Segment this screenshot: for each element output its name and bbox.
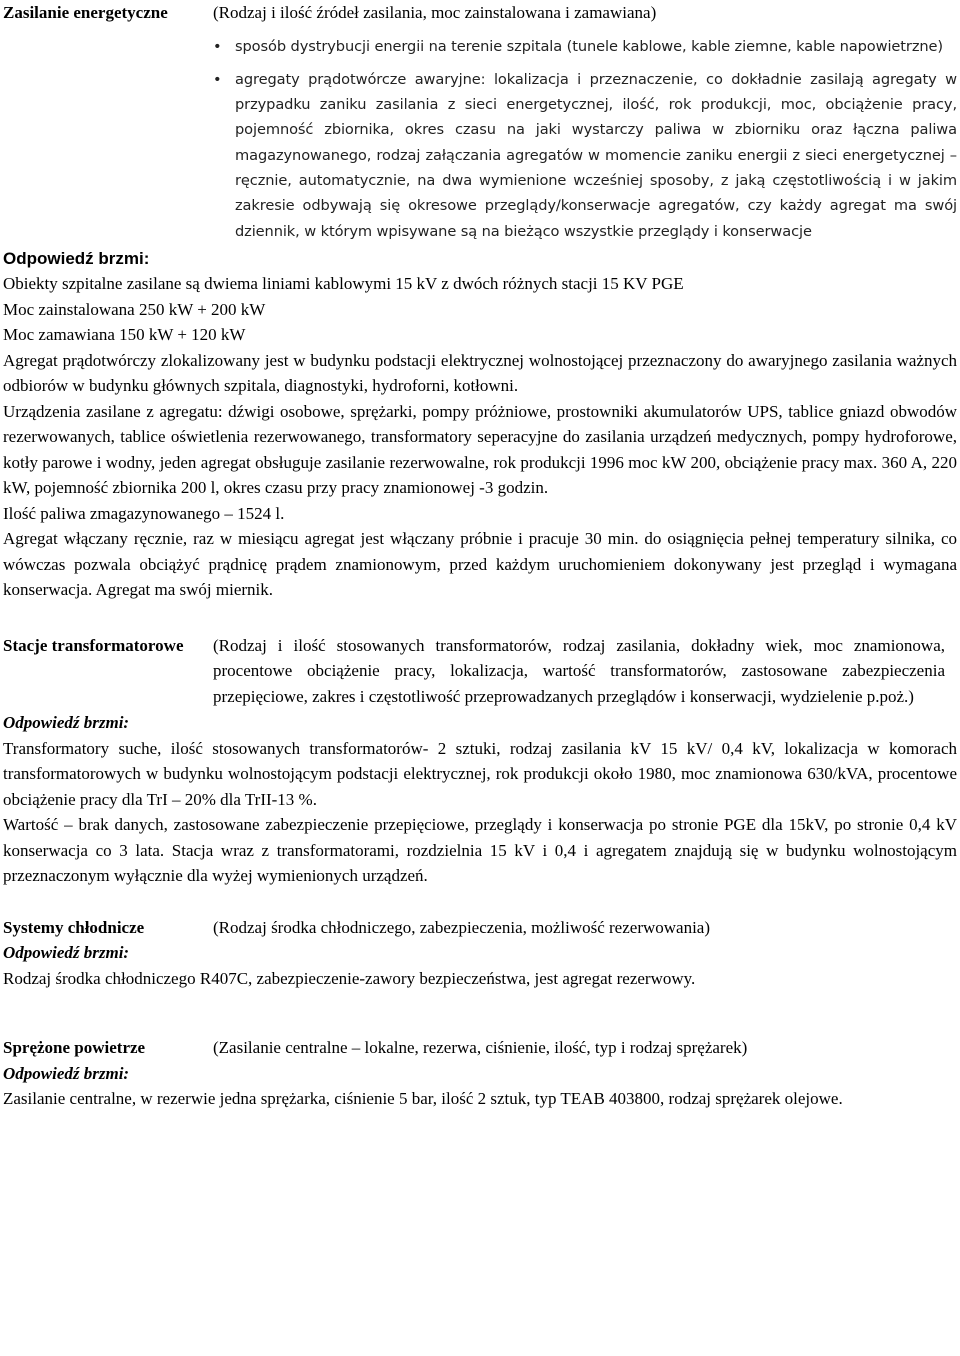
section-requirements [213, 0, 957, 244]
answer-label: Odpowiedź brzmi: [3, 943, 130, 963]
section-header [3, 1035, 957, 1061]
answer-paragraph: Obiekty szpitalne zasilane są dwiema liniami kablowymi 15 kV z dwóch różnych stacji 15 KV PGE [3, 274, 684, 294]
answer-paragraph: Moc zainstalowana 250 kW + 200 kW [3, 299, 266, 319]
section-header [3, 633, 957, 710]
section-power-supply [3, 0, 957, 603]
section-description: (Zasilanie centralne – lokalne, rezerwa, ciśnienie, ilość, typ i rodzaj sprężarek) [213, 1038, 748, 1058]
document-page [3, 0, 957, 1112]
answer-paragraph: Zasilanie centralne, w rezerwie jedna sprężarka, ciśnienie 5 bar, ilość 2 sztuk, typ TEAB 403800, rodzaj sprężarek olejowe. [3, 1089, 843, 1109]
section-header [3, 0, 957, 244]
answer-paragraph: Ilość paliwa zmagazynowanego – 1524 l. [3, 503, 285, 523]
requirement-item: • agregaty prądotwórcze awaryjne: lokalizacja i przeznaczenie, co dokładnie zasilają agregaty w przypadku zaniku zasilania z sieci energetycznej, ilość, rok produkcji, moc, obciążenie pracy, pojemność zbiornika, okres czasu na jaki wystarczy paliwa w zbiorniku oraz łączna paliwa magazynowanego, rodzaj załączania agregatów w momencie zaniku energii z sieci energetycznej – ręcznie, automatycznie, na dwa wymienione wcześniej sposoby, z jaką częstotliwością i w jakim zakresie odbywają się okresowe przeglądy/konserwacje agregatów, czy każdy agregat ma swój dziennik, w którym wpisywane są na bieżąco wszystkie przeglądy i konserwacje [213, 67, 957, 244]
answer-label: Odpowiedź brzmi: [3, 713, 130, 733]
section-description: (Rodzaj i ilość źródeł zasilania, moc zainstalowana i zamawiana) [213, 3, 657, 22]
answer-paragraph: Rodzaj środka chłodniczego R407C, zabezpieczenie-zawory bezpieczeństwa, jest agregat rezerwowy. [3, 968, 696, 988]
section-title: Stacje transformatorowe [3, 635, 184, 655]
section-cooling-systems [3, 915, 957, 992]
answer-paragraph: Urządzenia zasilane z agregatu: dźwigi osobowe, sprężarki, pompy próżniowe, prostowniki akumulatorów UPS, tablice gniazd obwodów rezerwowanych, tablice oświetlenia rezerwowanego, transformatory seperacyjne do zasilania urządzeń medycznych, pompy hydroforowe, kotły parowe i wodny, jeden agregat obsługuje zasilanie rezerwowalne, rok produkcji 1996 moc kW 200, obciążenie pracy max. 360 A, 220 kW, pojemność zbiornika 200 l, okres czasu przy pracy znamionowej -3 godzin. [3, 401, 957, 498]
answer-paragraph: Moc zamawiana 150 kW + 120 kW [3, 325, 246, 345]
section-compressed-air [3, 1035, 957, 1112]
answer-label: Odpowiedź brzmi: [3, 248, 150, 268]
section-header [3, 915, 957, 941]
answer-paragraph: Agregat prądotwórczy zlokalizowany jest w budynku podstacji elektrycznej wolnostojącej przeznaczony do awaryjnego zasilania ważnych odbiorów w budynku głównych szpitala, diagnostyki, hydroforni, kotłowni. [3, 350, 957, 396]
section-title: Systemy chłodnicze [3, 917, 145, 937]
requirement-item: • sposób dystrybucji energii na terenie szpitala (tunele kablowe, kable ziemne, kable napowietrzne) [213, 34, 957, 59]
section-transformer-stations [3, 633, 957, 889]
answer-paragraph: Wartość – brak danych, zastosowane zabezpieczenie przepięciowe, przeglądy i konserwacja po stronie PGE dla 15kV, po stronie 0,4 kV konserwacja co 3 lata. Stacja wraz z transformatorami, rozdzielnia 15 kV i 0,4 i agregatem znajdują się w budynku wolnostojącym przeznaczonym wyłącznie dla wyżej wymienionych urządzeń. [3, 815, 957, 886]
answer-paragraph: Transformatory suche, ilość stosowanych transformatorów- 2 sztuki, rodzaj zasilania kV 15 kV/ 0,4 kV, lokalizacja w komorach transformatorowych w budynku wolnostojącym podstacji elektrycznej, rok produkcji około 1980, moc znamionowa 630/kVA, procentowe obciążenie pracy dla TrI – 20% dla TrII-13 %. [3, 738, 957, 809]
section-title: Sprężone powietrze [3, 1038, 146, 1058]
requirement-list [213, 34, 957, 244]
section-description: (Rodzaj środka chłodniczego, zabezpieczenia, możliwość rezerwowania) [213, 917, 711, 937]
section-title: Zasilanie energetyczne [3, 3, 168, 22]
answer-paragraph: Agregat włączany ręcznie, raz w miesiącu agregat jest włączany próbnie i pracuje 30 min. do osiągnięcia pełnej temperatury silnika, co wówczas pozwala obciążyć prądnicę prądem znamionowym, przed każdym uruchomieniem dokonywany jest przegląd i wymagana konserwacja. Agregat ma swój miernik. [3, 529, 957, 600]
answer-label: Odpowiedź brzmi: [3, 1063, 130, 1083]
section-description: (Rodzaj i ilość stosowanych transformatorów, rodzaj zasilania, dokładny wiek, moc znamionowa, procentowe obciążenie pracy, lokalizacja, wartość transformatorów, zastosowane zabezpieczenia przepięciowe, zakres i częstotliwość przeprowadzanych przeglądów i konserwacji, wydzielenie p.poż.) [213, 635, 945, 706]
